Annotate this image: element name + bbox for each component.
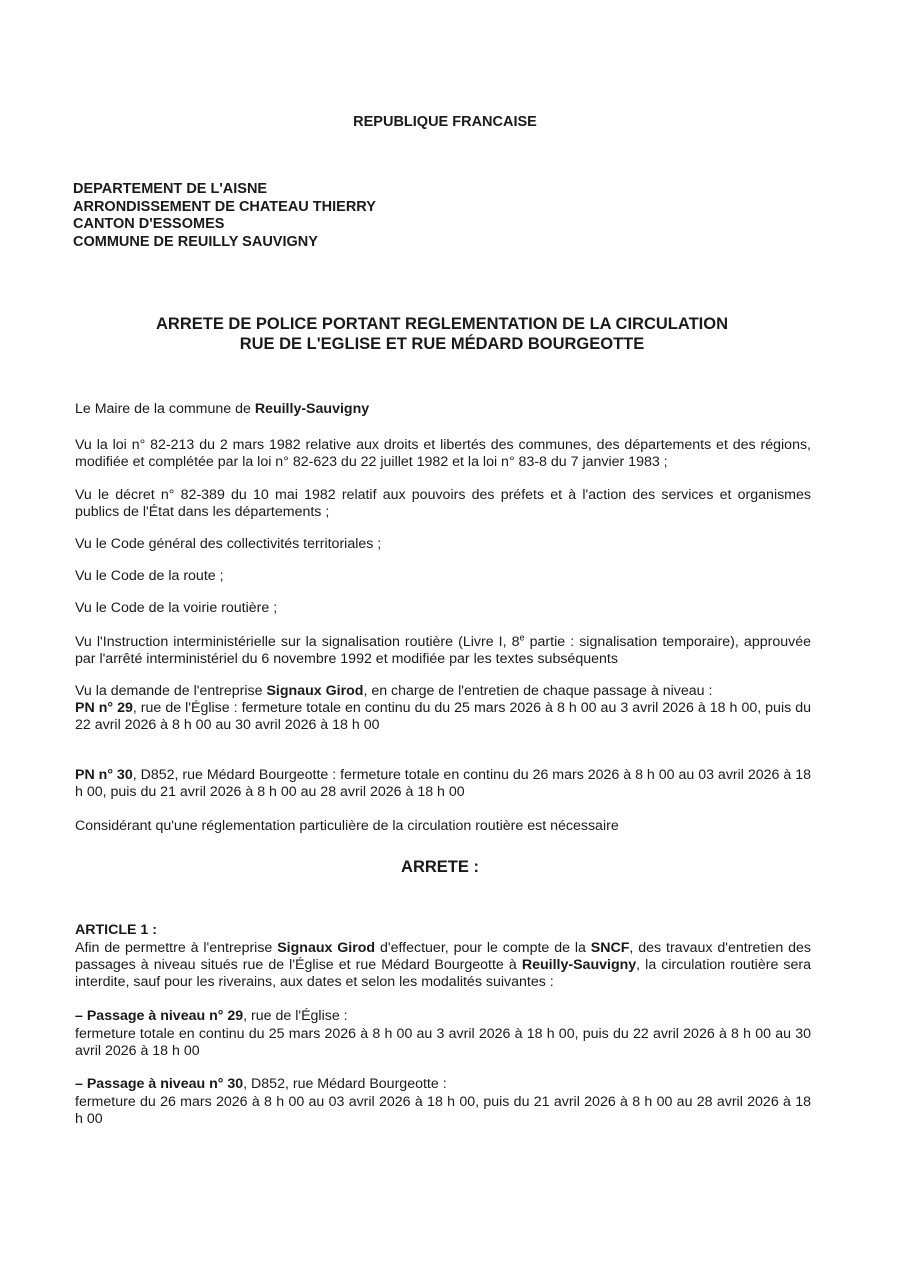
article-1-heading: ARTICLE 1 : [75, 922, 157, 938]
admin-line-departement: DEPARTEMENT DE L'AISNE [73, 181, 268, 197]
arrete-heading: ARRETE : [401, 858, 479, 876]
article-1-pn30-text: fermeture du 26 mars 2026 à 8 h 00 au 03 avril 2026 à 18 h 00, puis du 21 avril 2026 à 8 h 00 au 28 avril 2026 à 18 h 00 [75, 1094, 811, 1127]
preamble-pn29: PN n° 29, rue de l'Église : fermeture totale en continu du du 25 mars 2026 à 8 h 00 au 3 avril 2026 à 18 h 00, puis du 22 avril 2026 à 8 h 00 au 30 avril 2026 à 18 h 00 [75, 700, 811, 733]
preamble-pn30: PN n° 30, D852, rue Médard Bourgeotte : fermeture totale en continu du 26 mars 2026 à 8 h 00 au 03 avril 2026 à 18 h 00, puis du 21 avril 2026 à 8 h 00 au 28 avril 2026 à 18 h 00 [75, 767, 812, 800]
vu-code-voirie: Vu le Code de la voirie routière ; [75, 600, 278, 616]
republique-heading: REPUBLIQUE FRANCAISE [353, 114, 537, 130]
title-line-1: ARRETE DE POLICE PORTANT REGLEMENTATION DE LA CIRCULATION [156, 315, 728, 333]
admin-line-arrondissement: ARRONDISSEMENT DE CHATEAU THIERRY [73, 198, 376, 215]
pn29-label: PN n° 29 [75, 700, 133, 716]
title-line-2: RUE DE L'EGLISE ET RUE MÉDARD BOURGEOTTE [239, 335, 645, 353]
article-1-pn30-title: – Passage à niveau n° 30, D852, rue Médard Bourgeotte : [75, 1076, 447, 1092]
vu-decret: Vu le décret n° 82-389 du 10 mai 1982 relatif aux pouvoirs des préfets et à l'action des services et organismes publics de l'État dans les départements ; [75, 487, 811, 520]
vu-code-route: Vu le Code de la route ; [75, 568, 224, 584]
pn30-label: PN n° 30 [75, 767, 133, 783]
maire-line: Le Maire de la commune de Reuilly-Sauvigny [75, 401, 370, 417]
entreprise-name: Signaux Girod [266, 683, 364, 699]
admin-line-canton: CANTON D'ESSOMES [73, 216, 225, 232]
admin-line-commune: COMMUNE DE REUILLY SAUVIGNY [73, 233, 318, 250]
commune-name: Reuilly-Sauvigny [254, 401, 370, 417]
document-title [0, 314, 884, 354]
vu-cgct: Vu le Code général des collectivités territoriales ; [75, 536, 382, 552]
article-1-text: Afin de permettre à l'entreprise Signaux Girod d'effectuer, pour le compte de la SNCF, des travaux d'entretien des passages à niveau situés rue de l'Église et rue Médard Bourgeotte à Reuilly-Sauvigny, la circulation routière sera interdite, sauf pour les riverains, aux dates et selon les modalités suivantes : [75, 940, 811, 990]
administrative-header [73, 181, 376, 251]
article-1-pn29-title: – Passage à niveau n° 29, rue de l'Église : [75, 1008, 348, 1024]
article-1-pn29-text: fermeture totale en continu du 25 mars 2026 à 8 h 00 au 3 avril 2026 à 18 h 00, puis du 22 avril 2026 à 8 h 00 au 30 avril 2026 à 18 h 00 [75, 1026, 811, 1059]
vu-demande: Vu la demande de l'entreprise Signaux Girod, en charge de l'entretien de chaque passage à niveau : [75, 683, 713, 699]
vu-instruction: Vu l'Instruction interministérielle sur la signalisation routière (Livre I, 8e partie : signalisation temporaire), approuvée par l'arrêté interministériel du 6 novembre 1992 et modifiée par les textes subséquents [75, 632, 811, 667]
vu-loi: Vu la loi n° 82-213 du 2 mars 1982 relative aux droits et libertés des communes, des départements et des régions, modifiée et complétée par la loi n° 82-623 du 22 juillet 1982 et la loi n° 83-8 du 7 janvier 1983 ; [75, 437, 811, 470]
considerant: Considérant qu'une réglementation particulière de la circulation routière est nécessaire [75, 818, 619, 834]
